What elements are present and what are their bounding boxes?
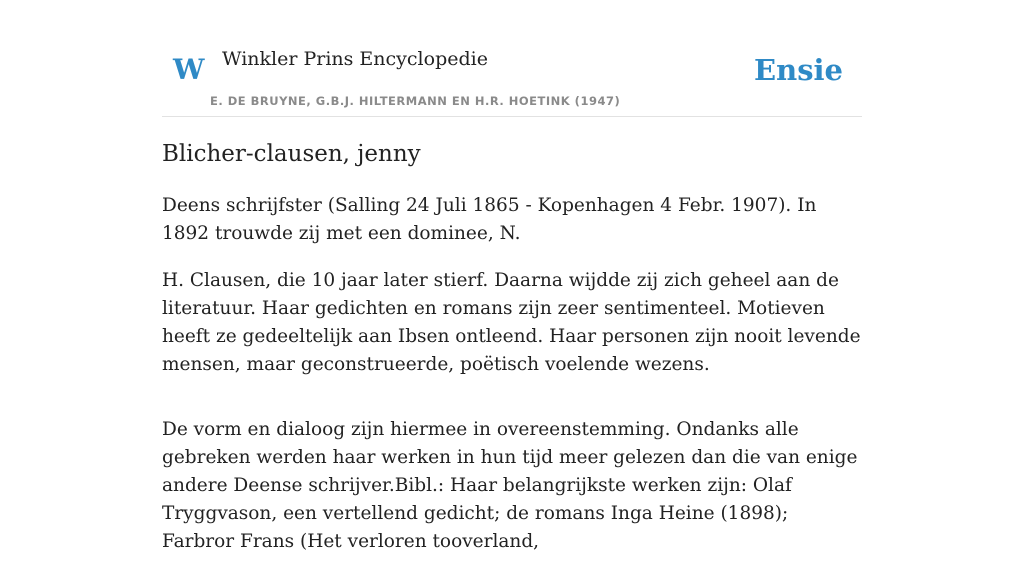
article-body: [162, 192, 862, 575]
winkler-prins-logo-icon[interactable]: W: [173, 53, 205, 86]
publication-title[interactable]: Winkler Prins Encyclopedie: [222, 48, 488, 70]
article-paragraph: H. Clausen, die 10 jaar later stierf. Daarna wijdde zij zich geheel aan de literatuur. Haar gedichten en romans zijn zeer sentimenteel. Motieven heeft ze gedeeltelijk aan Ibsen ontleend. Haar personen zijn nooit levende mensen, maar geconstrueerde, poëtisch voelende wezens.: [162, 270, 861, 375]
article-title: Blicher-clausen, jenny: [162, 141, 421, 167]
article-paragraph: Deens schrijfster (Salling 24 Juli 1865 - Kopenhagen 4 Febr. 1907). In 1892 trouwde zij met een dominee, N.: [162, 195, 817, 244]
publication-authors: E. DE BRUYNE, G.B.J. HILTERMANN EN H.R. HOETINK (1947): [210, 94, 621, 108]
article-paragraph: De vorm en dialoog zijn hiermee in overeenstemming. Ondanks alle gebreken werden haar werken in hun tijd meer gelezen dan die van enige andere Deense schrijver.Bibl.: Haar belangrijkste werken zijn: Olaf Tryggvason, een vertellend gedicht; de romans Inga Heine (1898); Farbror Frans (Het verloren tooverland,: [162, 419, 858, 552]
site-header: [162, 0, 862, 117]
ensie-logo-link[interactable]: Ensie: [754, 53, 843, 87]
